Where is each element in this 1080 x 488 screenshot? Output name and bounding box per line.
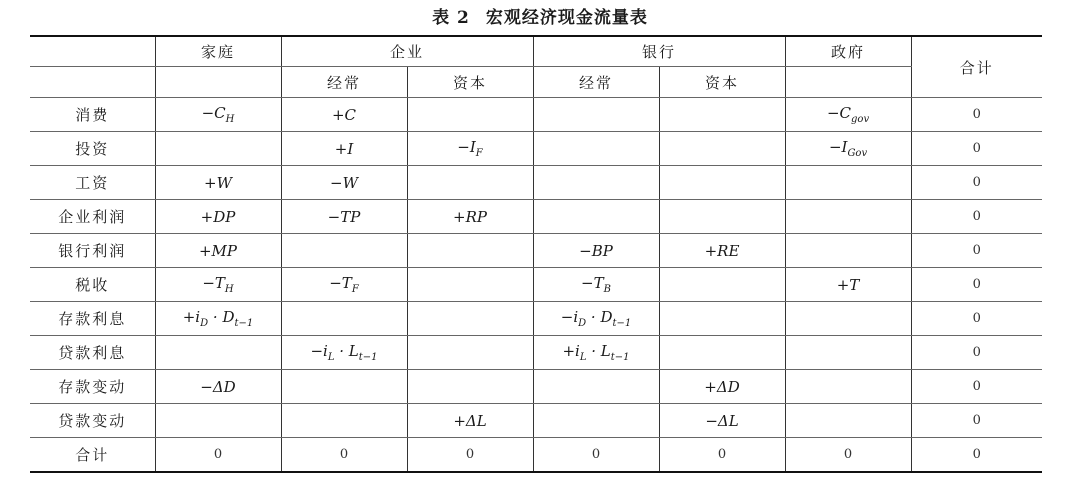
cell-bank-capital: −ΔL (659, 404, 785, 438)
cell-household: +DP (155, 200, 281, 234)
cell-government: $-I_{Gov}$ (785, 132, 911, 166)
row-label: 投资 (30, 132, 155, 166)
cell-government: $-C_{gov}$ (785, 98, 911, 132)
cell-bank-capital: +ΔD (659, 370, 785, 404)
header-government-sub (785, 67, 911, 98)
row-label: 企业利润 (30, 200, 155, 234)
cell-firm-capital: 0 (407, 438, 533, 473)
cell-total: 0 (911, 98, 1042, 132)
cell-firm-current: $-T_F$ (281, 268, 407, 302)
cell-bank-capital (659, 268, 785, 302)
header-bank-capital: 资本 (659, 67, 785, 98)
cell-household (155, 132, 281, 166)
cell-government (785, 336, 911, 370)
cell-firm-capital (407, 336, 533, 370)
row-label: 工资 (30, 166, 155, 200)
cell-total: 0 (911, 268, 1042, 302)
cell-bank-current: $-T_B$ (533, 268, 659, 302)
cell-firm-capital (407, 370, 533, 404)
cell-firm-current: +I (281, 132, 407, 166)
header-household-sub (155, 67, 281, 98)
cell-firm-current (281, 302, 407, 336)
cell-bank-current: $+i_L \cdot L_{t-1}$ (533, 336, 659, 370)
cell-firm-current: 0 (281, 438, 407, 473)
table-row (30, 268, 1042, 302)
table-title: 宏观经济现金流量表 (485, 8, 648, 28)
cell-government (785, 234, 911, 268)
table-row (30, 302, 1042, 336)
cell-government: 0 (785, 438, 911, 473)
cell-government (785, 370, 911, 404)
cell-bank-capital (659, 166, 785, 200)
row-label: 银行利润 (30, 234, 155, 268)
table-row (30, 404, 1042, 438)
cell-bank-current (533, 404, 659, 438)
cell-household (155, 404, 281, 438)
header-total: 合计 (911, 36, 1042, 98)
table-number: 表 2 (432, 8, 470, 28)
table-body (30, 98, 1042, 473)
cell-firm-capital: $-I_F$ (407, 132, 533, 166)
row-label: 贷款变动 (30, 404, 155, 438)
header-bank: 银行 (533, 36, 785, 67)
cell-government (785, 200, 911, 234)
row-label: 存款变动 (30, 370, 155, 404)
cell-household: +MP (155, 234, 281, 268)
cell-bank-current: 0 (533, 438, 659, 473)
cell-household: 0 (155, 438, 281, 473)
header-firm-capital: 资本 (407, 67, 533, 98)
cell-government (785, 166, 911, 200)
header-row-accounts (30, 67, 1042, 98)
header-firm-current: 经常 (281, 67, 407, 98)
cell-firm-capital: +RP (407, 200, 533, 234)
cash-flow-table (30, 35, 1042, 473)
cell-bank-capital (659, 302, 785, 336)
cell-firm-current (281, 234, 407, 268)
cell-total: 0 (911, 438, 1042, 473)
cell-bank-capital (659, 132, 785, 166)
cell-bank-current (533, 166, 659, 200)
cell-total: 0 (911, 302, 1042, 336)
cell-total: 0 (911, 166, 1042, 200)
cell-bank-capital: +RE (659, 234, 785, 268)
cell-household: +W (155, 166, 281, 200)
cell-total: 0 (911, 200, 1042, 234)
cell-government: +T (785, 268, 911, 302)
cell-firm-current (281, 404, 407, 438)
cell-firm-capital (407, 302, 533, 336)
table-row (30, 336, 1042, 370)
row-label: 贷款利息 (30, 336, 155, 370)
row-label: 税收 (30, 268, 155, 302)
cell-bank-capital (659, 98, 785, 132)
cell-firm-current: +C (281, 98, 407, 132)
cell-bank-current (533, 132, 659, 166)
cell-household: $-T_H$ (155, 268, 281, 302)
table-caption (0, 6, 1080, 30)
cell-government (785, 302, 911, 336)
cell-household (155, 336, 281, 370)
cell-total: 0 (911, 234, 1042, 268)
cell-bank-capital (659, 336, 785, 370)
cell-bank-current (533, 370, 659, 404)
cell-total: 0 (911, 404, 1042, 438)
header-bank-current: 经常 (533, 67, 659, 98)
cell-firm-capital (407, 98, 533, 132)
header-row-sectors (30, 36, 1042, 67)
header-corner (30, 36, 155, 67)
cell-government (785, 404, 911, 438)
table-row (30, 98, 1042, 132)
cell-firm-current: −W (281, 166, 407, 200)
cell-total: 0 (911, 132, 1042, 166)
header-household: 家庭 (155, 36, 281, 67)
cell-firm-capital: +ΔL (407, 404, 533, 438)
cell-bank-current: −BP (533, 234, 659, 268)
cell-bank-capital: 0 (659, 438, 785, 473)
cell-bank-current: $-i_D \cdot D_{t-1}$ (533, 302, 659, 336)
cell-bank-current (533, 98, 659, 132)
cell-household: $+i_D \cdot D_{t-1}$ (155, 302, 281, 336)
header-firm: 企业 (281, 36, 533, 67)
header-government: 政府 (785, 36, 911, 67)
cell-household: $-C_H$ (155, 98, 281, 132)
cell-firm-capital (407, 234, 533, 268)
table-row (30, 132, 1042, 166)
cell-firm-current: −TP (281, 200, 407, 234)
cell-firm-capital (407, 166, 533, 200)
cell-firm-current: $-i_L \cdot L_{t-1}$ (281, 336, 407, 370)
cell-firm-current (281, 370, 407, 404)
table-row (30, 234, 1042, 268)
row-label: 存款利息 (30, 302, 155, 336)
cell-household: −ΔD (155, 370, 281, 404)
cell-bank-capital (659, 200, 785, 234)
row-label: 合计 (30, 438, 155, 473)
cell-firm-capital (407, 268, 533, 302)
table-row (30, 166, 1042, 200)
cell-total: 0 (911, 336, 1042, 370)
header-corner-sub (30, 67, 155, 98)
row-label: 消费 (30, 98, 155, 132)
table-row (30, 200, 1042, 234)
cell-total: 0 (911, 370, 1042, 404)
table-row (30, 370, 1042, 404)
table-row (30, 438, 1042, 473)
cell-bank-current (533, 200, 659, 234)
